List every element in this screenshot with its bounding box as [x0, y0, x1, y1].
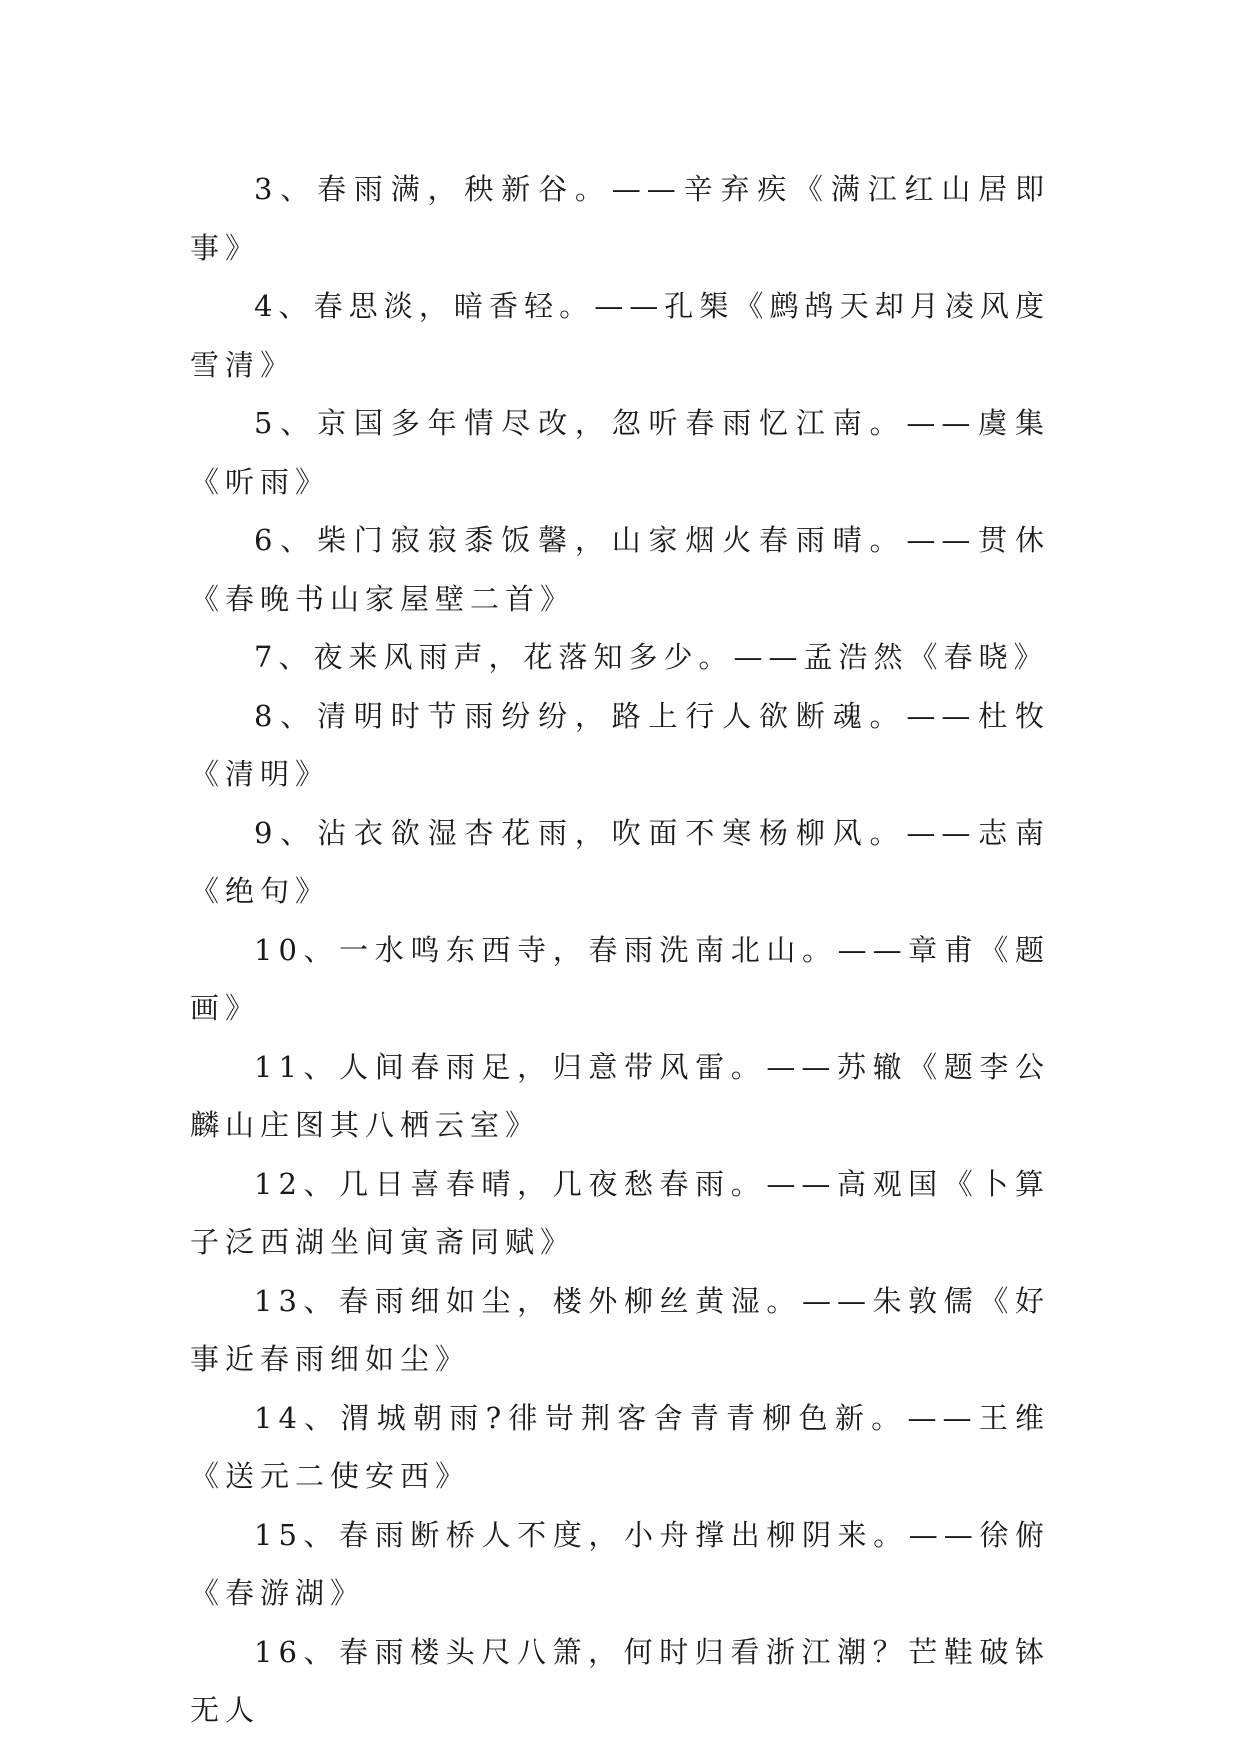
poem-line-16: 16、春雨楼头尺八箫，何时归看浙江潮？芒鞋破钵无人: [190, 1634, 1050, 1727]
poem-line-3: 3、春雨满，秧新谷。——辛弃疾《满江红山居即事》: [190, 172, 1050, 265]
poem-list: [190, 160, 1050, 1740]
poem-line-4: 4、春思淡，暗香轻。——孔榘《鹧鸪天却月凌风度雪清》: [190, 289, 1050, 382]
poem-line-9: 9、沾衣欲湿杏花雨，吹面不寒杨柳风。——志南《绝句》: [190, 815, 1050, 908]
poem-line-6: 6、柴门寂寂黍饭馨，山家烟火春雨晴。——贯休《春晚书山家屋壁二首》: [190, 523, 1050, 616]
poem-line-11: 11、人间春雨足，归意带风雷。——苏辙《题李公麟山庄图其八栖云室》: [190, 1049, 1050, 1142]
poem-line-7: 7、夜来风雨声，花落知多少。——孟浩然《春晓》: [254, 640, 1049, 674]
poem-line-13: 13、春雨细如尘，楼外柳丝黄湿。——朱敦儒《好事近春雨细如尘》: [190, 1283, 1050, 1376]
poem-line-8: 8、清明时节雨纷纷，路上行人欲断魂。——杜牧《清明》: [190, 698, 1050, 791]
poem-line-14: 14、渭城朝雨?徘岢荆客舍青青柳色新。——王维《送元二使安西》: [190, 1400, 1050, 1493]
poem-line-5: 5、京国多年情尽改，忽听春雨忆江南。——虞集《听雨》: [190, 406, 1050, 499]
poem-line-15: 15、春雨断桥人不度，小舟撑出柳阴来。——徐俯《春游湖》: [190, 1517, 1050, 1610]
poem-line-10: 10、一水鸣东西寺，春雨洗南北山。——章甫《题画》: [190, 932, 1050, 1025]
poem-line-12: 12、几日喜春晴，几夜愁春雨。——高观国《卜算子泛西湖坐间寅斋同赋》: [190, 1166, 1050, 1259]
